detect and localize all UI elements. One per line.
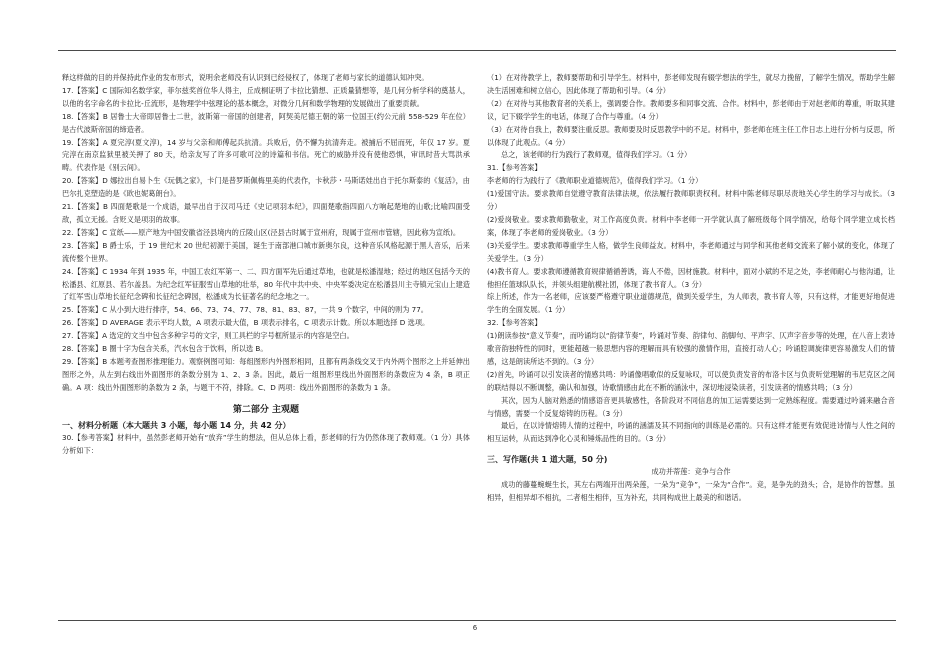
answer-31-intro: 李老师的行为践行了《教师职业道德规范》，值得我们学习。（1 分）	[487, 176, 703, 186]
essay-title: 成功并蒂莲：竞争与合作	[651, 467, 731, 477]
answer-30-summary: 总之，该老师的行为践行了教师观，值得我们学习。（1 分）	[501, 150, 692, 160]
answer-continuation: 释这样做的目的并保持此作业的发布形式，说明余老师没有认识到已经侵权了，体现了老师与家长的道德认知冲突。	[62, 73, 429, 82]
section-one-heading: 一、材料分析题（本大题共 3 小题，每小题 14 分，共 42 分）	[62, 420, 291, 430]
answer-32-point-1: (1)朗读参按“意义节奏”，而吟诵均以“韵律节奏”，吟诵对节奏、韵律句、韵脚句、平声字、仄声字音步等的处理，在八音上表诗歌音韵独特性的同时，更能超越一般思想内容的理解而具有较强的激情作用，直接打动人心；吟诵腔调旋律更容易激发人们的情感，这是朗读所达不到的。（3 分）	[487, 331, 895, 366]
answer-31-point-1: (1)爱国守法。要求教师自觉遵守教育法律法规，依法履行教师职责权利。材料中陈老师尽职尽责地关心学生的学习与成长。（3 分）	[487, 189, 895, 212]
answer-25: 25.【答案】C 从小到大进行排序，54、66、73、74、77、78、81、83、87，一共 9 个数字，中间的则为 77。	[62, 305, 428, 315]
section-three-heading: 三、写作题(共 1 道大题，50 分)	[487, 455, 608, 465]
answer-32-point-4: 最后，在以诗情熔铸人情的过程中，吟诵的涵濡及其不同指向的训练是必需的。只有这样才能更有效促进诗情与人性之间的相互运转，从而达到净化心灵和锤炼品性的目的。（3 分）	[487, 421, 895, 444]
answer-32-label: 32.【参考答案】	[487, 318, 542, 328]
answer-20: 20.【答案】D 娜拉出自易卜生《玩偶之家》，卡门是普罗斯佩梅里美的代表作，卡秋莎・马斯诺娃出自于托尔斯泰的《复活》，由巴尔扎克塑造的是《欧也妮葛朗台》。	[62, 176, 470, 199]
answer-30-point-1: （1）在对待教学上，教师要帮助和引导学生。材料中，彭老师发现有辍学想法的学生，就尽力挽留，了解学生情况，帮助学生解决生活困难和树立信心，因此体现了帮助和引导。（4 分）	[487, 73, 895, 95]
answer-17: 17.【答案】C 国际知名数学家，菲尔兹奖首位华人得主，丘成桐证明了卡拉比猜想、正质量猜想等，是几何分析学科的奠基人，以他的名字命名的卡拉比-丘流形，是物理学中弦理论的基本概念，对微分几何和数学物理的发展做出了重要贡献。	[62, 85, 470, 108]
answer-31-label: 31.【参考答案】	[487, 163, 542, 173]
answer-23: 23.【答案】B 爵士乐，于 19 世纪末 20 世纪初源于美国，诞生于南部港口城市新奥尔良，这种音乐风格起源于黑人音乐，后来流传整个世界。	[62, 240, 470, 263]
page-number: 6	[472, 624, 478, 632]
right-column	[487, 72, 895, 505]
answer-30: 30.【参考答案】材料中，虽然彭老师开始有“放弃”学生的想法，但从总体上看，彭老师的行为仍然体现了教师观。（1 分）具体分析如下：	[62, 432, 470, 455]
answer-26: 26.【答案】D AVERAGE 表示平均人数，A 项表示最大值，B 项表示排名，C 项表示计数。所以本题选择 D 选项。	[62, 318, 430, 328]
answer-18: 18.【答案】B 居鲁士大帝即居鲁士二世，波斯第一帝国的创建者，阿契美尼德王朝的第一位国王(约公元前 558-529 年在位）是古代波斯帝国的缔造者。	[62, 111, 470, 134]
answer-31-point-4: (4)教书育人。要求教师遵循教育规律循循善诱，诲人不倦，因材施教。材料中，面对小斌的不足之处，李老师耐心与他沟通，让他担任篮球队队长，并领头组建航模社团，体现了教书育人。（3 分）	[487, 266, 895, 289]
answer-31-summary: 综上所述，作为一名老师，应该要严格遵守职业道德规范，做到关爱学生，为人师表，教书育人等，只有这样，才能更好地促进学生的全面发展。（1 分）	[487, 292, 895, 315]
answer-29: 29.【答案】B 本题考查图形推理能力。观察例图可知：每组图形内外图形相同，且都有两条线交叉于内外两个图形之上并延伸出图形之外，从左到右线出外面图形的条数分别为 1、2、3 条。因此，最后一组图形里线出外面图形的条数应为 4 条，B 项正确。A 项：线出外面图形的条数为 2 条，与题干不符，排除。C、D 两项：线出外面图形的条数为 1 条。	[62, 356, 470, 392]
left-column	[62, 72, 470, 457]
answer-30-point-2: （2）在对待与其他教育者的关系上，强调要合作。教师要多和同事交流、合作。材料中，彭老师由于对赵老师的尊重，听取其建议，记下辍学学生的电话，体现了合作与尊重。（4 分）	[487, 98, 895, 121]
answer-27: 27.【答案】A 选定的文当中包含多种字号的文字，则工具栏的字号框所显示的内容是空白。	[62, 331, 354, 341]
answer-32-point-2: (2)首先，吟诵可以引发读者的情感共鸣：吟诵像唱歌似的反复咏叹，可以使负责发音的布洛卡区与负责听觉理解的韦尼克区之间的联结得以不断调整，确认和加强，诗歌情感由此在不断的涵泳中，深切地浸染读者，引发读者的情感共鸣；（3 分）	[487, 369, 895, 392]
answer-19: 19.【答案】A 夏完淳(夏文淳)，14 岁与父亲和师傅起兵抗清。兵败后，仍不懈为抗清奔走。被捕后不屈而死，年仅 17 岁。夏完淳在南京监狱里被关押了 80 天，给亲友写了许多可歌可泣的诗篇和书信。死亡的威胁并没有使他恐惧，审讯时昔大骂洪承畴。代表作是《别云间》。	[62, 137, 470, 173]
answer-32-point-3: 其次，因为人脑对熟悉的情感语音更具敏感性，各阶段对不同信息的加工运需要达到一定熟练程度。需要通过吟诵来融合音与情感，需要一个反复熔铸的历程。（3 分）	[487, 395, 895, 418]
answer-28: 28.【答案】B 圈十字为包含关系，汽水包含于饮料，所以选 B。	[62, 344, 268, 354]
essay-paragraph: 成功的藤蔓蜿蜒生长，其左右两端开出两朵莲，一朵为“竞争”，一朵为“合作”。竞，是争先的劲头；合，是协作的智慧。虽相异，但相异却不相抗，二者相生相伴，互为补充，共同构成世上最美的和谐话。	[487, 480, 895, 503]
answer-24: 24.【答案】C 1934 年到 1935 年，中国工农红军第一、二、四方面军先后通过草地，也就是松潘湿地；经过的地区包括今天的松潘县、红原县、若尔盖县。为纪念红军征服雪山草地的壮举，80 年代中共中央、中央军委决定在松潘县川主寺镇元宝山上建造了红军雪山草地长征纪念碑和长征纪念碑园，松潘成为长征著名的纪念地之一。	[62, 266, 470, 302]
header-rule	[58, 50, 896, 51]
answer-30-point-3: （3）在对待自我上，教师要注重反思。教师要及时反思教学中的不足。材料中，彭老师在班主任工作日志上进行分析与反思，所以体现了此观点。（4 分）	[487, 124, 895, 147]
answer-31-point-3: (3)关爱学生。要求教师尊重学生人格，做学生良师益友。材料中，李老师通过与同学和其他老师交流来了解小斌的变化，体现了关爱学生。（3 分）	[487, 240, 895, 263]
footer-rule	[58, 620, 896, 621]
part-two-title: 第二部分 主观题	[232, 404, 300, 415]
answer-22: 22.【答案】C 宣纸——原产地为中国安徽省泾县境内的丘陵山区(泾县古时属于宣州府，现属于宣州市管辖，因此称为宣纸)。	[62, 227, 461, 237]
answer-21: 21.【答案】B 四面楚歌是一个成语，最早出自于汉司马迁《史记项羽本纪》，四面楚歌指四面八方响起楚地的山歌;比喻四面受敌，孤立无援。含贬义是项羽的故事。	[62, 202, 470, 224]
answer-31-point-2: (2)爱岗敬业。要求教师勤敬业，对工作高度负责。材料中李老师一开学就认真了解班级每个同学情况，给每个同学建立成长档案，体现了李老师的爱岗敬业。（3 分）	[487, 214, 895, 237]
